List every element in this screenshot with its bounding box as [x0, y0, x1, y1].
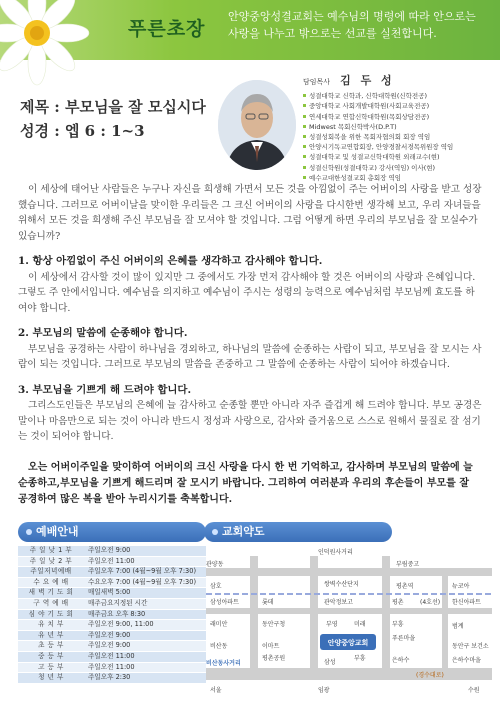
pastor-name: 김 두 성 [340, 74, 395, 87]
credential-item: 연세대학교 연합신학대학원(목회상담전공) [303, 112, 493, 122]
slogan-line: 사랑을 나누고 밖으로는 선교를 실천합니다. [228, 27, 437, 40]
map-label: 인덕원사거리 [318, 549, 353, 556]
map-label: 래미안 [210, 621, 228, 628]
map-label: 평촌공원 [262, 655, 286, 662]
schedule-service: 초 등 부 [38, 641, 64, 650]
schedule-time: 주일오전 11:00 [88, 662, 135, 671]
schedule-row [18, 673, 206, 684]
schedule-row [18, 663, 206, 674]
sermon-scripture: 성경 : 엡 6 : 1~3 [20, 122, 145, 140]
map-label: (경수대로) [416, 672, 444, 679]
schedule-service: 구 역 예 배 [33, 598, 69, 607]
map-heading: 교회약도 [204, 522, 392, 542]
credential-item: 성결대학교 및 성결교신학대학원 외래교수(현) [303, 152, 493, 162]
schedule-service: 심 야 기 도 회 [28, 609, 74, 618]
credential-item: 성결대학교 신학과, 신학대학원(신학전공) [303, 91, 493, 101]
map-label: 롯데 [262, 599, 274, 606]
header-banner [0, 0, 500, 60]
schedule-row [18, 557, 206, 568]
pastor-photo [218, 80, 296, 170]
pastor-heading [303, 76, 493, 87]
schedule-time: 매주금요지정된 시간 [88, 598, 148, 607]
credential-item: 중앙대학교 사회개발대학원(사회교육전공) [303, 101, 493, 111]
schedule-time: 주일오전 9:00, 11:00 [88, 620, 154, 629]
schedule-service: 유 년 부 [38, 630, 64, 639]
worship-heading: 예배안내 [18, 522, 206, 542]
map-label: 수원 [468, 687, 480, 694]
credential-list [303, 91, 493, 183]
map-label: 동안구 보건소 [452, 643, 489, 650]
section-body: 그리스도인들은 부모님의 은혜에 늘 감사하고 순종할 뿐만 아니라 자주 즐겁게 해 드려야 합니다. 부모 공경은 말이나 마음만으로 되는 것이 아니라 반드시 정성과 사랑으로, 감사와 즐거움으로 스스로 원해서 물질로 잘 섬기는 것이 되어야 합니다. [18, 400, 482, 442]
schedule-service: 주 일 낮 2 부 [29, 556, 73, 565]
credential-item: 성결성회복을 위한 목회자협의회 회장 역임 [303, 132, 493, 142]
schedule-row [18, 631, 206, 642]
map-label: 삼성아파트 [210, 599, 239, 606]
map-label: 비산동사거리 [206, 660, 241, 667]
schedule-row [18, 652, 206, 663]
map-label: 동안구청 [262, 621, 286, 628]
map-label: 관양동 [206, 561, 224, 568]
sermon-title: 제목 : 부모님을 잘 모십시다 [20, 98, 206, 116]
slogan-line: 안양중앙성결교회는 예수님의 명령에 따라 안으로는 [228, 10, 476, 23]
map-label: 부흥 [392, 621, 404, 628]
map-label: 부림중고 [396, 561, 420, 568]
pastor-role: 담임목사 [303, 78, 331, 86]
schedule-time: 주일오전 11:00 [88, 556, 135, 565]
schedule-time: 수요오후 7:00 (4월~9월 오후 7:30) [88, 577, 197, 586]
church-map [206, 546, 492, 696]
schedule-time: 주일오전 9:00 [88, 546, 131, 554]
schedule-service: 청 년 부 [38, 673, 64, 682]
schedule-row [18, 599, 206, 610]
schedule-time: 주일오전 11:00 [88, 651, 135, 660]
map-label: 평촌 [392, 599, 404, 606]
schedule-row [18, 588, 206, 599]
sermon-body [18, 182, 482, 445]
slogan [228, 8, 490, 42]
pastor-info [303, 76, 493, 183]
schedule-service: 수 요 예 배 [33, 577, 69, 586]
logo-text: 푸른초장 [128, 18, 206, 40]
schedule-time: 주일오후 7:00 (4월~9월 오후 7:30) [88, 567, 197, 576]
map-label: 쌍벽수산단지 [324, 581, 359, 588]
map-label: 부영 [326, 621, 338, 628]
schedule-service: 주일저녁예배 [30, 567, 72, 576]
map-label: 미래 [354, 621, 366, 628]
schedule-time: 주일오전 9:00 [88, 641, 131, 650]
sermon-section [18, 254, 482, 316]
credential-item: 예수교대한성결교회 총회장 역임 [303, 173, 493, 183]
map-label: 범계 [452, 623, 464, 630]
map-label: 비산동 [210, 643, 228, 650]
credential-item: Midwest 목회신학박사(D.P.T) [303, 122, 493, 132]
section-body: 이 세상에서 감사할 것이 많이 있지만 그 중에서도 가장 먼저 감사해야 할 것은 어버이의 사랑과 은혜입니다. 그렇도 주 안에서입니다. 예수님을 의지하고 예수님이 주시는 성령의 능력으로 예수님처럼 부모님께 효도를 하여야 합니다. [18, 271, 476, 314]
schedule-row [18, 567, 206, 578]
pastor-portrait-icon [218, 80, 296, 170]
map-label: 평촌역 [396, 583, 414, 590]
schedule-time: 매주금요 오후 8:30 [88, 609, 146, 618]
map-label: 삼호 [210, 583, 222, 590]
worship-schedule-table [18, 546, 206, 684]
schedule-row [18, 641, 206, 652]
map-label: 관악정보고 [324, 599, 353, 606]
map-label: 푸른마을 [392, 635, 416, 642]
map-label: 한신아파트 [452, 599, 481, 606]
schedule-time: 매일새벽 5:00 [88, 588, 131, 597]
map-label: 은하수마을 [452, 657, 481, 664]
schedule-service: 중 등 부 [38, 651, 64, 660]
map-label: 이마트 [262, 643, 280, 650]
schedule-service: 유 치 부 [38, 620, 64, 629]
map-label-church: 안양중앙교회 [327, 639, 369, 647]
sermon-conclusion: 오는 어버이주일을 맞이하여 어버이의 크신 사랑을 다시 한 번 기억하고, 감사하며 부모님의 말씀에 늘 순종하고,부모님을 기쁘게 해드리며 잘 모시기 바랍니다. 그리하여 여러분과 우리의 후손들이 부모를 잘 공경하여 많은 복을 받아 누리시기를 축복합니다. [18, 462, 473, 505]
section-heading: 1. 항상 아낌없이 주신 어버이의 은혜를 생각하고 감사해야 합니다. [18, 255, 323, 267]
schedule-service: 주 일 낮 1 부 [29, 546, 73, 554]
sermon-section [18, 383, 482, 445]
map-label: 임광 [318, 687, 330, 694]
schedule-row [18, 610, 206, 621]
section-body: 부모님을 공경하는 사람이 하나님을 경외하고, 하나님의 말씀에 순종하는 사람이 되고, 부모님을 잘 모시는 사람이 되는 것입니다. 그러므로 부모님의 말씀을 존중하고 그 말씀에 순종하는 사람이 되어야 하겠습니다. [18, 343, 482, 370]
schedule-row [18, 620, 206, 631]
schedule-row [18, 546, 206, 557]
daisy-flower-icon [0, 0, 92, 88]
section-heading: 3. 부모님을 기쁘게 해 드려야 합니다. [18, 383, 192, 396]
credential-item: 성결신학원(성결대학교) 강사(역임) 이사(현) [303, 163, 493, 173]
section-heading: 2. 부모님의 말씀에 순종해야 합니다. [18, 327, 188, 339]
map-label: 은하수 [392, 657, 410, 664]
schedule-row [18, 578, 206, 589]
map-label: 삼성 [324, 659, 336, 666]
sermon-intro: 이 세상에 태어난 사람들은 누구나 자신을 희생해 가면서 모든 것을 아낌없이 주는 어버이의 사랑을 받고 성장했습니다. 그러므로 어버이날을 맞이한 우리들은 그 크신 어버이의 사랑을 다시한번 생각해 보고, 우리 자녀들을 위해서 모든 것을 희생해 주신 부모님을 잘 모셔야 할 것입니다. 그럼 어떻게 하면 우리의 부모님을 잘 모실수가 있습니까? [18, 184, 482, 242]
credential-item: 안양시기독교연합회장, 안양경찰서경목위원장 역임 [303, 142, 493, 152]
map-label: (4호선) [420, 599, 441, 606]
schedule-service: 새 벽 기 도 회 [28, 588, 74, 597]
sermon-section [18, 326, 482, 373]
schedule-service: 고 등 부 [38, 662, 64, 671]
schedule-time: 주일오후 2:30 [88, 673, 131, 682]
map-label: 뉴코아 [452, 583, 470, 590]
schedule-time: 주일오전 9:00 [88, 630, 131, 639]
map-label: 서울 [210, 687, 222, 694]
map-label: 부흥 [354, 655, 366, 662]
